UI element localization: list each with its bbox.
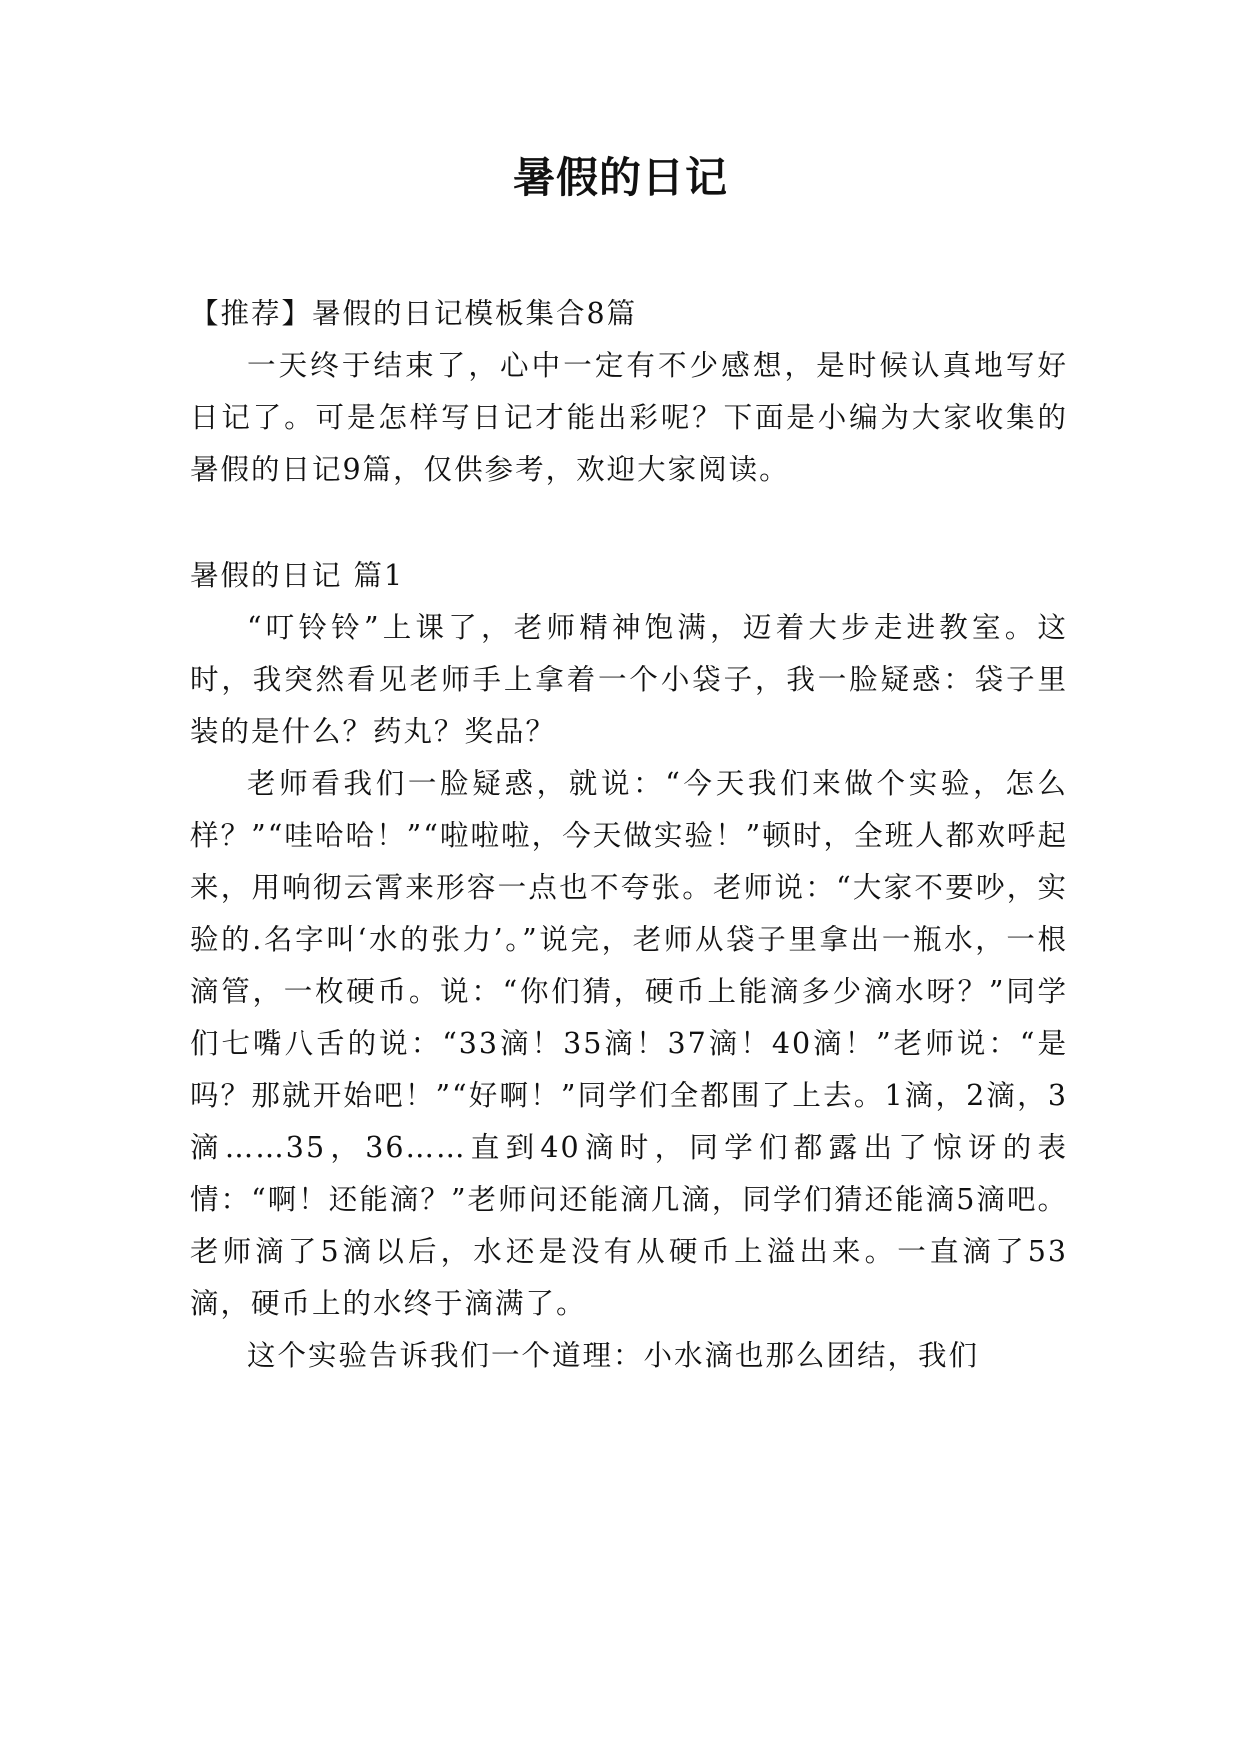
section-heading: 暑假的日记 篇1 [190,559,405,592]
document-body [190,288,1068,1382]
document-title: 暑假的日记 [512,153,728,202]
intro-paragraph: 一天终于结束了，心中一定有不少感想，是时候认真地写好日记了。可是怎样写日记才能出彩呢？下面是小编为大家收集的暑假的日记9篇，仅供参考，欢迎大家阅读。 [190,349,1068,486]
recommend-line: 【推荐】暑假的日记模板集合8篇 [190,297,638,330]
section-paragraph-1: “叮铃铃”上课了，老师精神饱满，迈着大步走进教室。这时，我突然看见老师手上拿着一个小袋子，我一脸疑惑：袋子里装的是什么？药丸？奖品？ [190,611,1068,748]
section-paragraph-3: 这个实验告诉我们一个道理：小水滴也那么团结，我们 [247,1339,980,1372]
section-paragraph-2: 老师看我们一脸疑惑，就说：“今天我们来做个实验，怎么样？”“哇哈哈！”“啦啦啦，今天做实验！”顿时，全班人都欢呼起来，用响彻云霄来形容一点也不夸张。老师说：“大家不要吵，实验的.名字叫‘水的张力’。”说完，老师从袋子里拿出一瓶水，一根滴管，一枚硬币。说：“你们猜，硬币上能滴多少滴水呀？”同学们七嘴八舌的说：“33滴！35滴！37滴！40滴！”老师说：“是吗？那就开始吧！”“好啊！”同学们全都围了上去。1滴，2滴，3滴……35，36……直到40滴时，同学们都露出了惊讶的表情：“啊！还能滴？”老师问还能滴几滴，同学们猜还能滴5滴吧。老师滴了5滴以后，水还是没有从硬币上溢出来。一直滴了53滴，硬币上的水终于滴满了。 [190,767,1068,1320]
